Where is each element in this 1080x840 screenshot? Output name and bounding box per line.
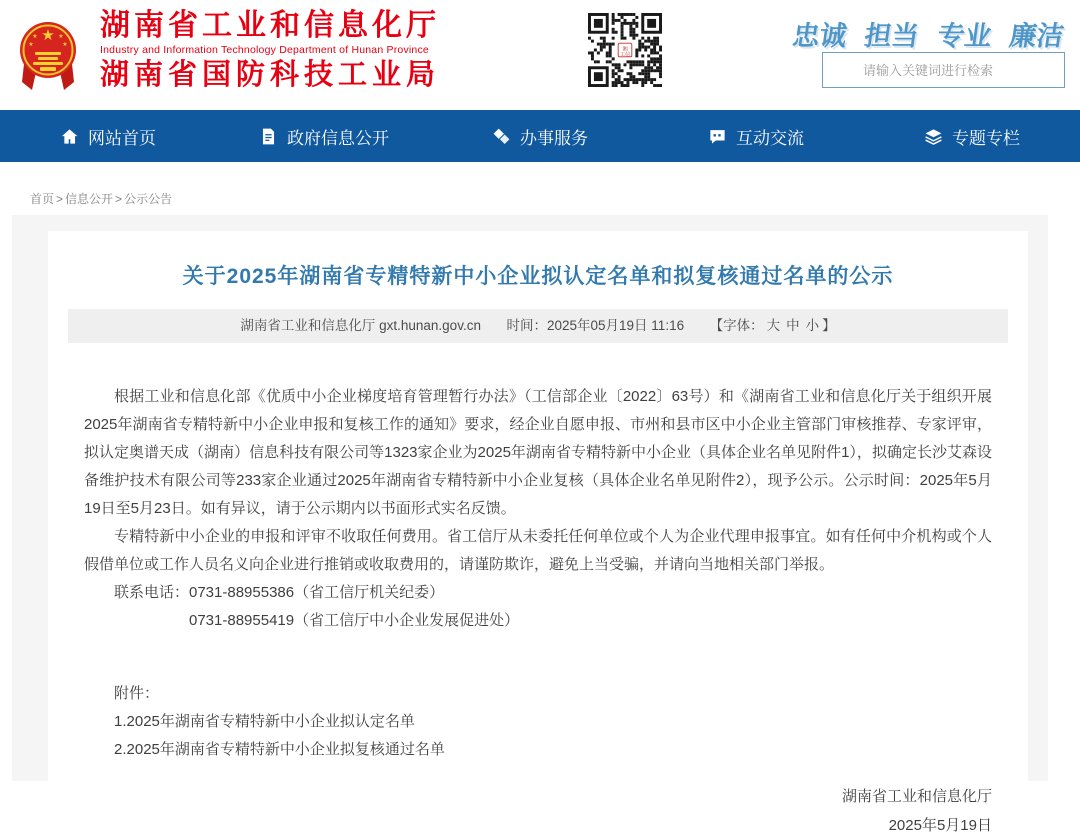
chat-icon (708, 127, 727, 146)
meta-font-prefix: 【字体： (709, 318, 764, 333)
signature-date: 2025年5月19日 (888, 817, 992, 834)
site-header (0, 0, 1080, 110)
attachment-link-2[interactable]: 2.2025年湖南省专精特新中小企业拟复核通过名单 (114, 741, 445, 758)
font-size-large-button[interactable]: 大 (766, 318, 781, 333)
font-size-medium-button[interactable]: 中 (786, 318, 800, 333)
font-size-small-button[interactable]: 小 (805, 318, 820, 333)
layers-icon (924, 127, 943, 146)
nav-item-label: 互动交流 (736, 128, 804, 148)
paragraph: 专精特新中小企业的申报和评审不收取任何费用。省工信厅从未委托任何单位或个人为企业代理申报事宜。如有任何中介机构或个人假借单位或工作人员名义向企业进行推销或收取费用的，请谨防欺诈，避免上当受骗，并请向当地相关部门举报。 (84, 528, 992, 573)
signature-org: 湖南省工业和信息化厅 (841, 788, 992, 805)
svg-text:湘: 湘 (622, 46, 628, 53)
nav-item-label: 专题专栏 (952, 128, 1020, 148)
nav-item-label: 政府信息公开 (287, 128, 389, 148)
svg-text:★: ★ (28, 42, 34, 48)
breadcrumb-separator: > (115, 192, 123, 206)
svg-text:★: ★ (41, 27, 55, 44)
attachments-label: 附件： (114, 685, 160, 702)
breadcrumb-separator: > (56, 192, 64, 206)
content-background (12, 215, 1048, 834)
breadcrumb (30, 190, 172, 207)
breadcrumb-info[interactable]: 信息公开 (65, 192, 114, 206)
nav-item-home[interactable] (0, 110, 216, 162)
svg-text:工信: 工信 (619, 51, 631, 58)
signature-block (84, 782, 992, 840)
nav-item-interaction[interactable] (648, 110, 864, 162)
meta-site-url: gxt.hunan.gov.cn (379, 318, 481, 333)
breadcrumb-notices[interactable]: 公示公告 (124, 192, 173, 206)
org-name-cn: 湖南省工业和信息化厅 (100, 9, 440, 42)
nav-item-gov-info[interactable] (216, 110, 432, 162)
org-name2-cn: 湖南省国防科技工业局 (100, 59, 441, 91)
svg-text:★: ★ (62, 42, 68, 48)
meta-source: 湖南省工业和信息化厅 (240, 318, 376, 333)
nav-item-label: 办事服务 (520, 128, 588, 148)
svg-text:★: ★ (58, 34, 64, 40)
slogan-word: 专业 (935, 21, 994, 51)
nav-item-topics[interactable] (864, 110, 1080, 162)
org-name-en: Industry and Information Technology Department of Hunan Province (100, 44, 429, 56)
contact-line: 0731-88955419（省工信厅中小企业发展促进处） (189, 612, 520, 629)
document-icon (259, 127, 278, 146)
national-emblem-logo (18, 12, 78, 92)
breadcrumb-home[interactable]: 首页 (30, 192, 55, 206)
article-meta-bar (68, 309, 1008, 343)
main-nav (0, 110, 1080, 162)
meta-time: 时间：2025年05月19日 11:16 (506, 318, 685, 333)
nav-item-services[interactable] (432, 110, 648, 162)
meta-font-suffix: 】 (822, 318, 836, 333)
service-icon (492, 127, 511, 146)
article-title: 关于2025年湖南省专精特新中小企业拟认定名单和拟复核通过名单的公示 (182, 265, 894, 288)
search-input[interactable] (822, 52, 1065, 88)
nav-item-label: 网站首页 (88, 128, 156, 148)
slogan (779, 14, 1064, 53)
slogan-word: 廉洁 (1007, 21, 1066, 51)
contact-line: 联系电话：0731-88955386（省工信厅机关纪委） (114, 584, 445, 601)
home-icon (60, 127, 79, 146)
search-box (822, 52, 1065, 88)
svg-text:★: ★ (32, 34, 38, 40)
article-card (48, 231, 1028, 834)
org-title-block (100, 10, 440, 91)
article-body (84, 383, 992, 840)
attachments-section (84, 680, 992, 764)
qr-code (588, 13, 662, 87)
paragraph: 根据工业和信息化部《优质中小企业梯度培育管理暂行办法》（工信部企业〔2022〕63号）和《湖南省工业和信息化厅关于组织开展2025年湖南省专精特新中小企业申报和复核工作的通知》要求，经企业自愿申报、市州和县市区中小企业主管部门审核推荐、专家评审，拟认定奥谱天成（湖南）信息科技有限公司等1323家企业为2025年湖南省专精特新中小企业（具体企业名单见附件1），拟确定长沙艾森设备维护技术有限公司等233家企业通过2025年湖南省专精特新中小企业复核（具体企业名单见附件2），现予公示。公示时间：2025年5月19日至5月23日。如有异议，请于公示期内以书面形式实名反馈。 (84, 388, 992, 517)
slogan-word: 担当 (862, 21, 921, 51)
slogan-word: 忠诚 (790, 21, 849, 51)
attachment-link-1[interactable]: 1.2025年湖南省专精特新中小企业拟认定名单 (114, 713, 415, 730)
